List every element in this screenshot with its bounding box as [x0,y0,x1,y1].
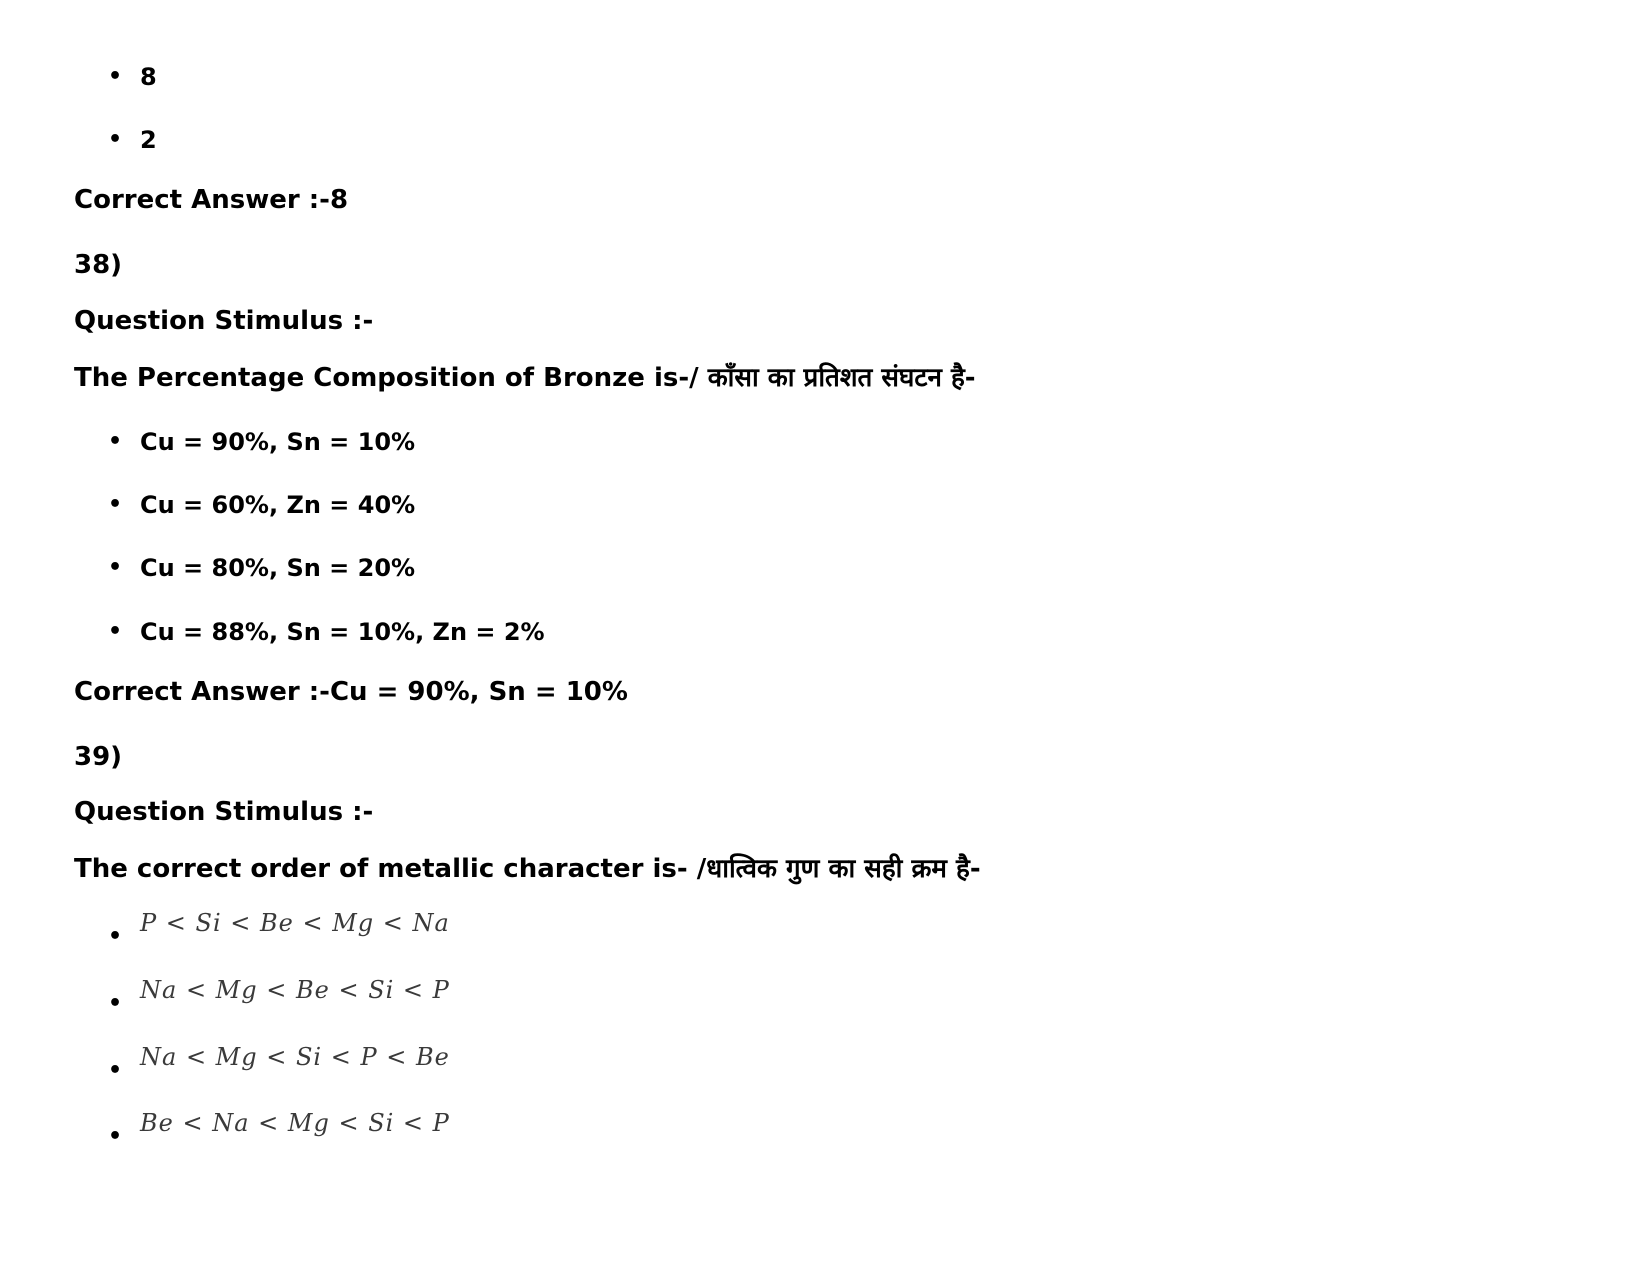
bullet: • [108,1124,123,1149]
question-stimulus-label: Question Stimulus :- [74,306,374,336]
correct-answer-value: 8 [329,185,349,215]
option-text: Cu = 60%, Zn = 40% [140,491,416,519]
bullet: • [108,991,123,1016]
question-text: The Percentage Composition of Bronze is-/ काँसा का प्रतिशत संघटन है- [74,363,976,393]
option-math-text: P < Si < Be < Mg < Na [140,909,450,937]
correct-answer-label: Correct Answer :- [74,677,330,707]
option-text: 2 [140,126,157,154]
option-text: Cu = 80%, Sn = 20% [140,554,416,582]
bullet: • [108,64,123,89]
option-text: 8 [140,63,157,91]
correct-answer-value: Cu = 90%, Sn = 10% [329,677,628,707]
bullet: • [108,1058,123,1083]
question-text: The correct order of metallic character is- /धात्विक गुण का सही क्रम है- [74,854,981,884]
bullet: • [108,619,123,644]
bullet: • [108,127,123,152]
option-math-text: Be < Na < Mg < Si < P [140,1109,450,1137]
correct-answer [74,184,348,216]
question-stimulus-label: Question Stimulus :- [74,797,374,827]
option-text: Cu = 90%, Sn = 10% [140,428,416,456]
correct-answer [74,676,628,708]
correct-answer-label: Correct Answer :- [74,185,330,215]
bullet: • [108,492,123,517]
bullet: • [108,555,123,580]
option-text: Cu = 88%, Sn = 10%, Zn = 2% [140,618,545,646]
question-number: 38) [74,250,123,280]
option-math-text: Na < Mg < Be < Si < P [140,976,450,1004]
option-math-text: Na < Mg < Si < P < Be [140,1043,450,1071]
question-number: 39) [74,742,123,772]
bullet: • [108,429,123,454]
bullet: • [108,924,123,949]
